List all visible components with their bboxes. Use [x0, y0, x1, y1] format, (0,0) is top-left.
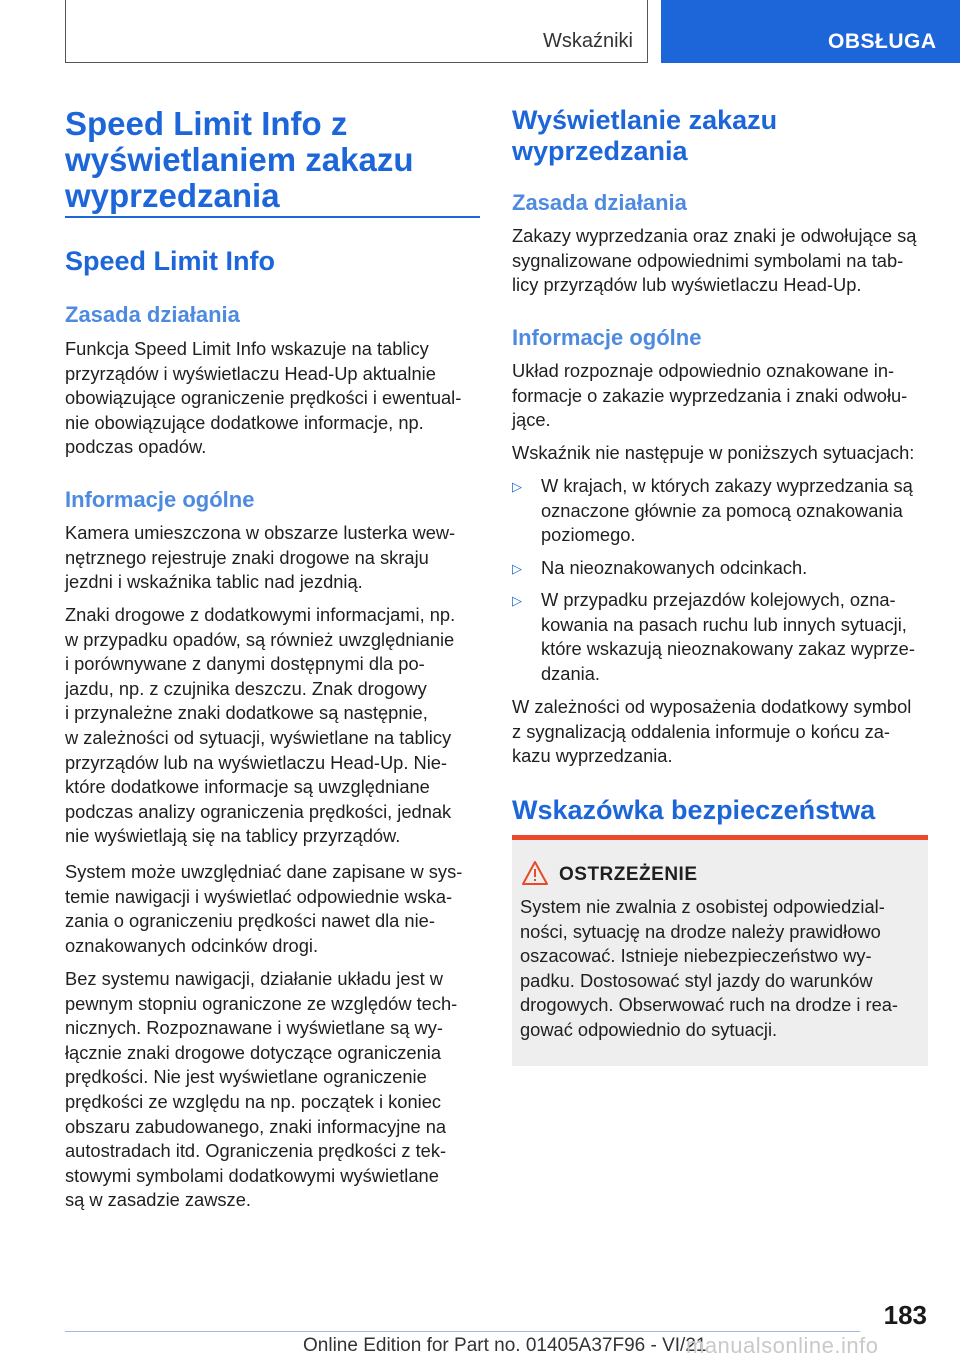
warning-text: System nie zwalnia z osobistej odpowiedzial- ności, sytuację na drodze należy prawidłowo oszacować. Istnieje niebezpieczeństwo wy- padku. Dostosować styl jazdy do warunków drogowych. Obserwować ruch na drodze i rea- gować odpowiednio do sytuacji. — [520, 896, 898, 1040]
list-item-text: W krajach, w których zakazy wyprzedzania są oznaczone głównie za pomocą oznakowania poziomego. — [541, 475, 913, 546]
section-heading-safety: Wskazówka bezpieczeństwa — [512, 795, 876, 825]
header-section-label: Wskaźniki — [542, 30, 633, 52]
list-item-text: W przypadku przejazdów kolejowych, ozna- kowania na pasach ruchu lub innych sytuacji, które wskazują nieoznakowany zakaz wyprze- dzania. — [541, 589, 915, 684]
list-item-text: Na nieoznakowanych odcinkach. — [541, 557, 808, 578]
subheading-principle-right: Zasada działania — [512, 190, 687, 215]
paragraph-camera: Kamera umieszczona w obszarze lusterka wew- nętrznego rejestruje znaki drogowe na skraju jezdni i wskaźnika tablic nad jezdnią. — [65, 522, 456, 593]
header-chapter-tab[interactable]: OBSŁUGA — [661, 0, 960, 63]
paragraph-not-shown: Wskaźnik nie następuje w poniższych sytuacjach: — [512, 442, 915, 463]
footer-edition: Online Edition for Part no. 01405A37F96 - VI/21 — [303, 1335, 707, 1356]
section-heading-no-overtaking: Wyświetlanie zakazu wyprzedzania — [512, 105, 778, 166]
page-title: Speed Limit Info z wyświetlaniem zakazu wyprzedzania — [65, 105, 414, 214]
warning-box — [512, 840, 928, 1066]
watermark: manualsonline.info — [686, 1333, 879, 1358]
paragraph-recognition: Układ rozpoznaje odpowiednio oznakowane in- formacje o zakazie wyprzedzania i znaki odwołu- jące. — [512, 360, 908, 431]
header-section-box — [65, 0, 648, 63]
paragraph-no-overtaking-principle: Zakazy wyprzedzania oraz znaki je odwołujące są sygnalizowane odpowiednimi symbolami na tab- licy przyrządów lub wyświetlaczu Head-Up. — [512, 225, 917, 296]
subheading-principle: Zasada działania — [65, 302, 240, 327]
triangle-bullet-icon: ▷ — [512, 479, 522, 494]
title-rule — [65, 216, 480, 218]
footer-rule — [65, 1331, 860, 1332]
triangle-bullet-icon: ▷ — [512, 561, 522, 576]
warning-triangle-icon — [521, 860, 549, 891]
section-heading-speed-limit-info: Speed Limit Info — [65, 246, 276, 276]
paragraph-without-navigation: Bez systemu nawigacji, działanie układu jest w pewnym stopniu ograniczone ze względów tech- nicznych. Rozpoznawane i wyświetlane są wy- łącznie znaki drogowe dotyczące ograniczenia prędkości. Nie jest wyświetlane ograniczenie prędkości ze względu na np. początek i koniec obszaru zabudowanego, znaki informacyjne na autostradach itd. Ograniczenia prędkości z tek- stowymi symbolami dodatkowymi wyświetlane są w zasadzie zawsze. — [65, 968, 458, 1211]
paragraph-principle: Funkcja Speed Limit Info wskazuje na tablicy przyrządów i wyświetlaczu Head-Up aktualnie obowiązujące ograniczenie prędkości i ewentual- nie obowiązujące dodatkowe informacje, np. podczas opadów. — [65, 338, 462, 458]
paragraph-end-symbol: W zależności od wyposażenia dodatkowy symbol z sygnalizacją oddalenia informuje o końcu za- kazu wyprzedzania. — [512, 696, 912, 767]
warning-title: OSTRZEŻENIE — [559, 864, 698, 885]
page-number: 183 — [883, 1300, 927, 1330]
subheading-general-info-right: Informacje ogólne — [512, 325, 702, 350]
subheading-general-info: Informacje ogólne — [65, 487, 255, 512]
triangle-bullet-icon: ▷ — [512, 593, 522, 608]
paragraph-navigation-data: System może uwzględniać dane zapisane w sys- temie nawigacji i wyświetlać odpowiednie wska- zania o ograniczeniu prędkości nawet dla nie- oznakowanych odcinków drogi. — [65, 861, 463, 956]
paragraph-additional-signs: Znaki drogowe z dodatkowymi informacjami, np. w przypadku opadów, są również uwzględnianie i porównywane z danymi dostępnymi dla po- jazdu, np. z czujnika deszczu. Znak drogowy i przynależne znaki dodatkowe są następnie, w zależności od sytuacji, wyświetlane na tablicy przyrządów lub na wyświetlaczu Head-Up. Nie- które dodatkowe informacje są uwzględniane podczas analizy ograniczenia prędkości, jednak nie wyświetlają się na tablicy przyrządów. — [65, 604, 456, 847]
